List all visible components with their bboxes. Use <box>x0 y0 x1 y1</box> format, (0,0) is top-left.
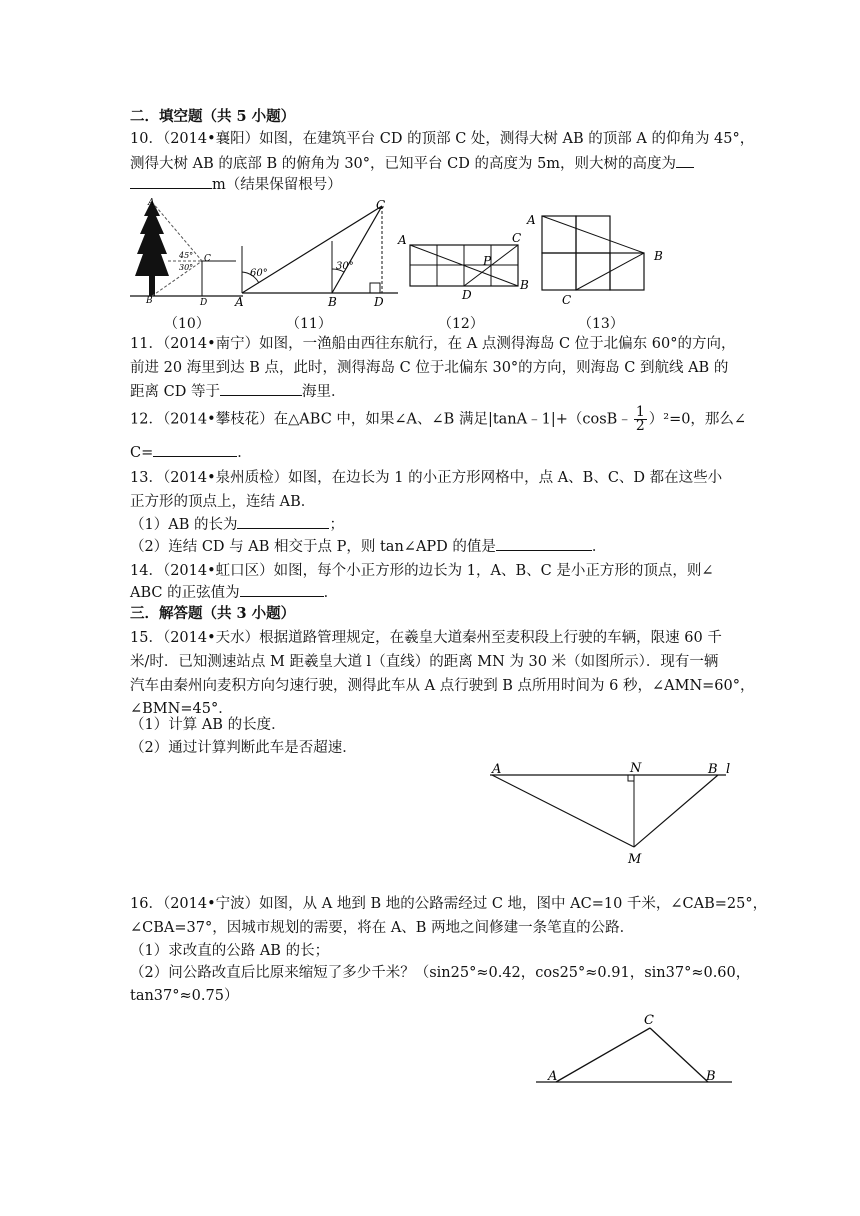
f11-angle-30: 30° <box>336 261 354 272</box>
f10-label-D: D <box>200 298 208 306</box>
q13-line2: 正方形的顶点上，连结 AB． <box>130 494 316 510</box>
q10-line2: 测得大树 AB 的底部 B 的俯角为 30°，已知平台 CD 的高度为 5m，则大树的高度为 <box>130 153 694 175</box>
q14-line2: ABC 的正弦值为 ． <box>130 582 338 604</box>
tree-icon <box>135 200 169 296</box>
q15-label-A: A <box>492 762 502 777</box>
q10-line3: m（结果保留根号） <box>130 174 342 196</box>
q16-label-A: A <box>548 1069 558 1084</box>
q16-sub3: tan37°≈0.75） <box>130 988 239 1004</box>
q11-line1: 11．（2014•南宁）如图，一渔船由西往东航行，在 A 点测得海岛 C 位于北偏东 60°的方向， <box>130 336 736 352</box>
q11-line2: 前进 20 海里到达 B 点，此时，测得海岛 C 位于北偏东 30°的方向，则海岛 C 到航线 AB 的 <box>130 360 729 376</box>
q15-line4: ∠BMN=45°． <box>130 701 233 717</box>
caption-fig11: （11） <box>286 316 332 332</box>
f12-label-C: C <box>512 231 522 245</box>
figure-13 <box>522 208 672 308</box>
f10-angle-45: 45° <box>179 251 194 260</box>
q15-line2: 米/时．已知测速站点 M 距羲皇大道 l（直线）的距离 MN 为 30 米（如图所示）．现有一辆 <box>130 654 719 670</box>
caption-fig10: （10） <box>164 316 210 332</box>
f10-label-A: A <box>148 198 155 208</box>
q13-line3: （1）AB 的长为 ； <box>130 514 344 536</box>
q16-sub1: （1）求改直的公路 AB 的长； <box>130 943 330 959</box>
figure-q15 <box>486 760 746 870</box>
f12-label-P: P <box>483 254 492 268</box>
q15-label-N: N <box>630 761 642 776</box>
q15-line1: 15．（2014•天水）根据道路管理规定，在羲皇大道秦州至麦积段上行驶的车辆，限速 60 千 <box>130 630 722 646</box>
q15-label-l: l <box>726 762 731 777</box>
q14-line1: 14．（2014•虹口区）如图，每个小正方形的边长为 1，A、B、C 是小正方形的顶点，则∠ <box>130 563 714 579</box>
q12-line2: C= ． <box>130 442 252 464</box>
q15-label-M: M <box>628 852 642 867</box>
section-title-answers: 三．解答题（共 3 小题） <box>130 605 296 622</box>
section-title-fill-in: 二．填空题（共 5 小题） <box>130 108 296 125</box>
f10-angle-30: 30° <box>179 263 194 272</box>
fraction-one-half: $\frac{1}{2}$ <box>635 404 645 434</box>
q13-line1: 13．（2014•泉州质检）如图，在边长为 1 的小正方形网格中，点 A、B、C、D 都在这些小 <box>130 470 723 486</box>
f12-label-B: B <box>520 278 529 292</box>
figure-q16 <box>532 1006 742 1096</box>
q11-line3: 距离 CD 等于 海里． <box>130 381 345 403</box>
figure-11 <box>232 196 402 310</box>
caption-fig12: （12） <box>438 316 484 332</box>
q15-line3: 汽车由秦州向麦积方向匀速行驶，测得此车从 A 点行驶到 B 点所用时间为 6 秒，∠AMN=60°， <box>130 678 755 694</box>
f12-label-D: D <box>462 288 472 302</box>
f12-label-A: A <box>398 233 407 247</box>
f13-label-C: C <box>562 293 572 307</box>
q10-line1: 10．（2014•襄阳）如图，在建筑平台 CD 的顶部 C 处，测得大树 AB 的顶部 A 的仰角为 45°， <box>130 131 755 147</box>
figure-10 <box>128 194 248 306</box>
q12-line1: 12．（2014•攀枝花）在△ABC 中，如果∠A、∠B 满足|tanA﹣1|+（cosB﹣ $\frac{1}{2}$ ）²=0，那么∠ <box>130 404 747 434</box>
f13-label-A: A <box>527 213 536 227</box>
figure-12 <box>396 230 536 302</box>
q16-line2: ∠CBA=37°，因城市规划的需要，将在 A、B 两地之间修建一条笔直的公路． <box>130 920 635 936</box>
f11-label-D: D <box>374 295 384 309</box>
q15-sub2: （2）通过计算判断此车是否超速． <box>130 740 357 756</box>
f11-label-B: B <box>328 295 337 309</box>
f13-label-B: B <box>654 249 663 263</box>
q13-line4: （2）连结 CD 与 AB 相交于点 P，则 tan∠APD 的值是 ． <box>130 536 606 558</box>
q16-label-C: C <box>644 1013 654 1028</box>
f11-label-C: C <box>376 198 386 212</box>
q15-label-B: B <box>708 762 718 777</box>
caption-fig13: （13） <box>578 316 624 332</box>
f11-label-A: A <box>235 295 244 309</box>
q16-line1: 16．（2014•宁波）如图，从 A 地到 B 地的公路需经过 C 地，图中 AC=10 千米，∠CAB=25°， <box>130 896 768 912</box>
f10-label-C: C <box>204 254 211 264</box>
q16-label-B: B <box>706 1069 716 1084</box>
q16-sub2: （2）问公路改直后比原来缩短了多少千米？（sin25°≈0.42，cos25°≈0.91，sin37°≈0.60， <box>130 965 751 981</box>
f11-angle-60: 60° <box>250 268 268 279</box>
q15-sub1: （1）计算 AB 的长度． <box>130 717 286 733</box>
f10-label-B: B <box>146 296 153 306</box>
